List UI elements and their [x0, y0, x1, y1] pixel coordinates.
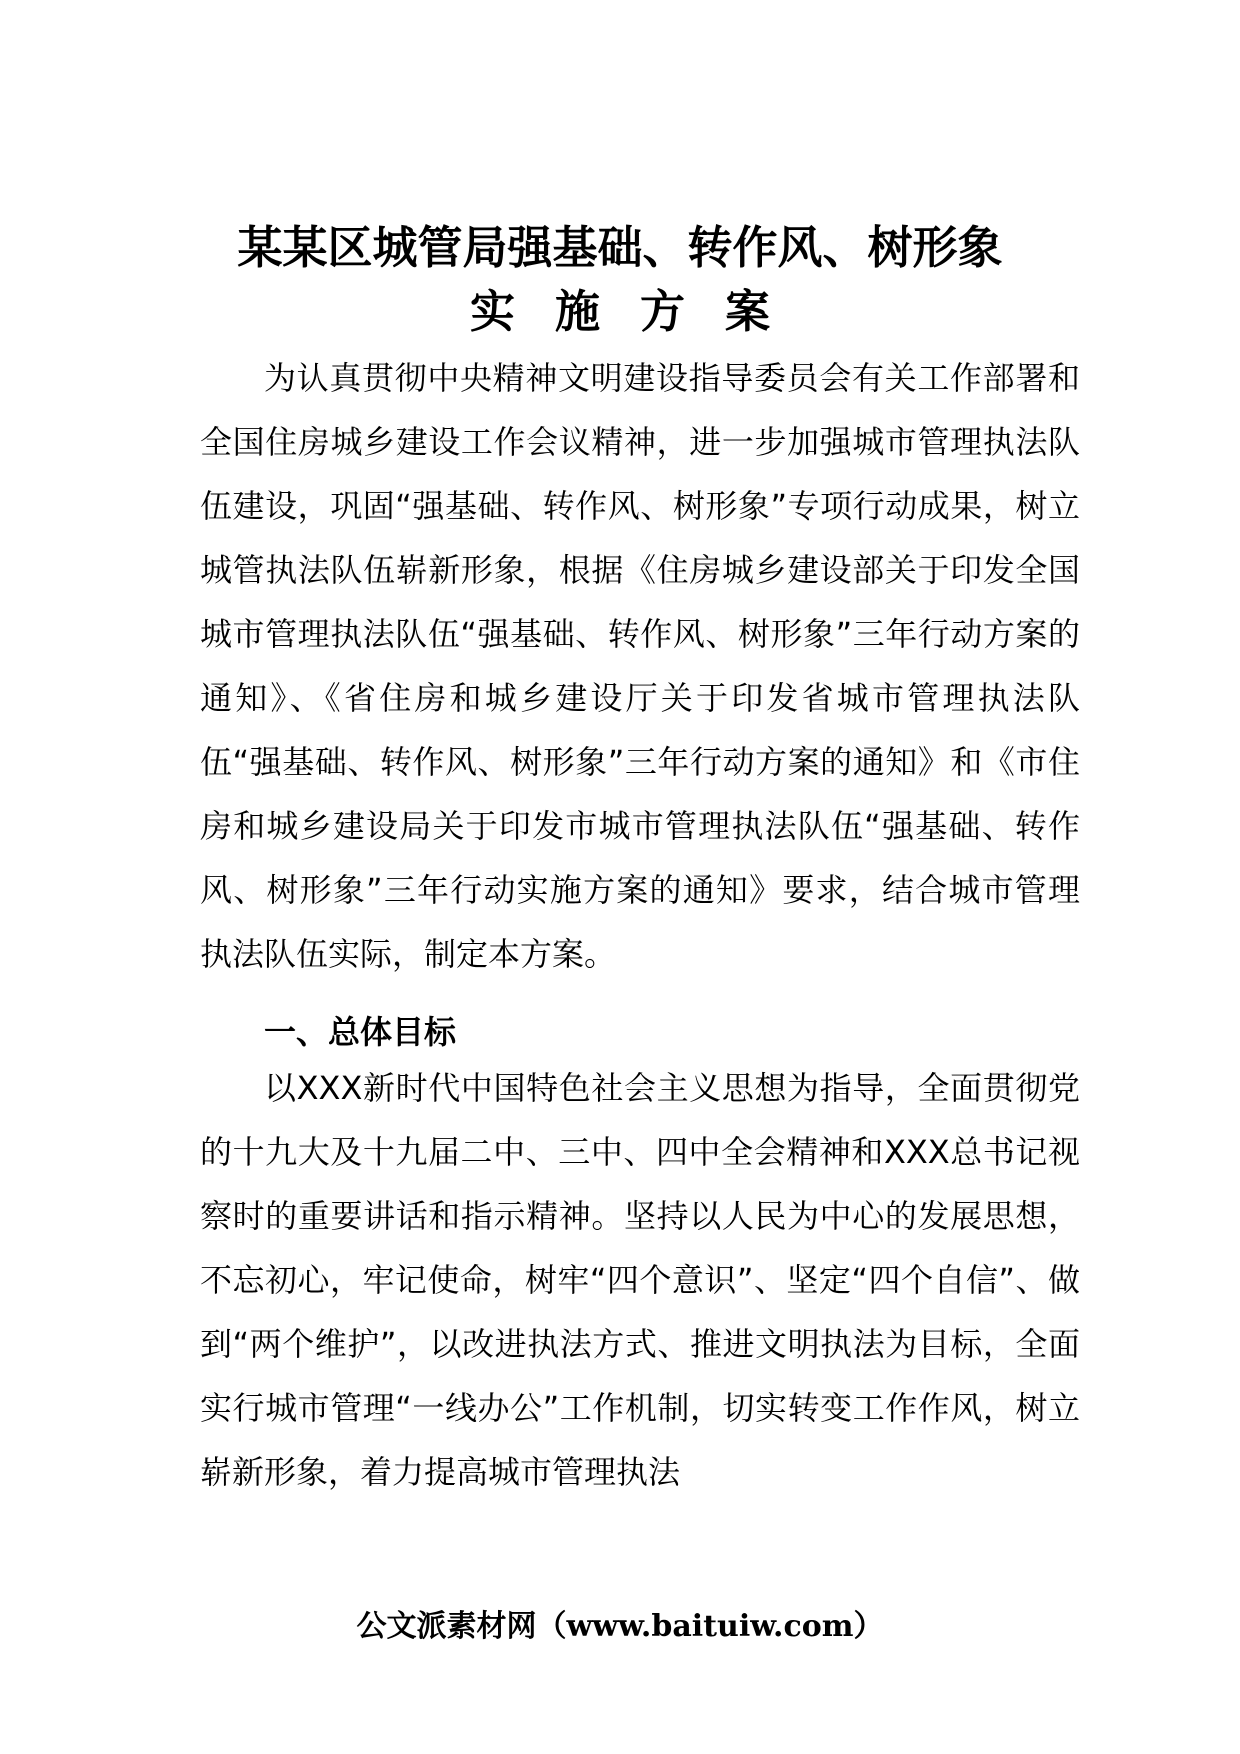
- intro-paragraph: 为认真贯彻中央精神文明建设指导委员会有关工作部署和全国住房城乡建设工作会议精神，进一步加强城市管理执法队伍建设，巩固“强基础、转作风、树形象”专项行动成果，树立城管执法队伍崭新形象，根据《住房城乡建设部关于印发全国城市管理执法队伍“强基础、转作风、树形象”三年行动方案的通知》、《省住房和城乡建设厅关于印发省城市管理执法队伍“强基础、转作风、树形象”三年行动方案的通知》和《市住房和城乡建设局关于印发市城市管理执法队伍“强基础、转作风、树形象”三年行动实施方案的通知》要求，结合城市管理执法队伍实际，制定本方案。: [200, 359, 1080, 973]
- document-subtitle: 实施方案: [469, 285, 810, 338]
- section-heading-overall-goal: 一、总体目标: [264, 1013, 457, 1051]
- footer-watermark: 公文派素材网（www.baituiw.com）: [356, 1609, 884, 1644]
- overall-goal-paragraph: 以XXX新时代中国特色社会主义思想为指导，全面贯彻党的十九大及十九届二中、三中、四中全会精神和XXX总书记视察时的重要讲话和指示精神。坚持以人民为中心的发展思想，不忘初心，牢记使命，树牢“四个意识”、坚定“四个自信”、做到“两个维护”，以改进执法方式、推进文明执法为目标，全面实行城市管理“一线办公”工作机制，切实转变工作作风，树立崭新形象，着力提高城市管理执法: [200, 1069, 1080, 1491]
- document-title: 某某区城管局强基础、转作风、树形象: [237, 221, 1003, 274]
